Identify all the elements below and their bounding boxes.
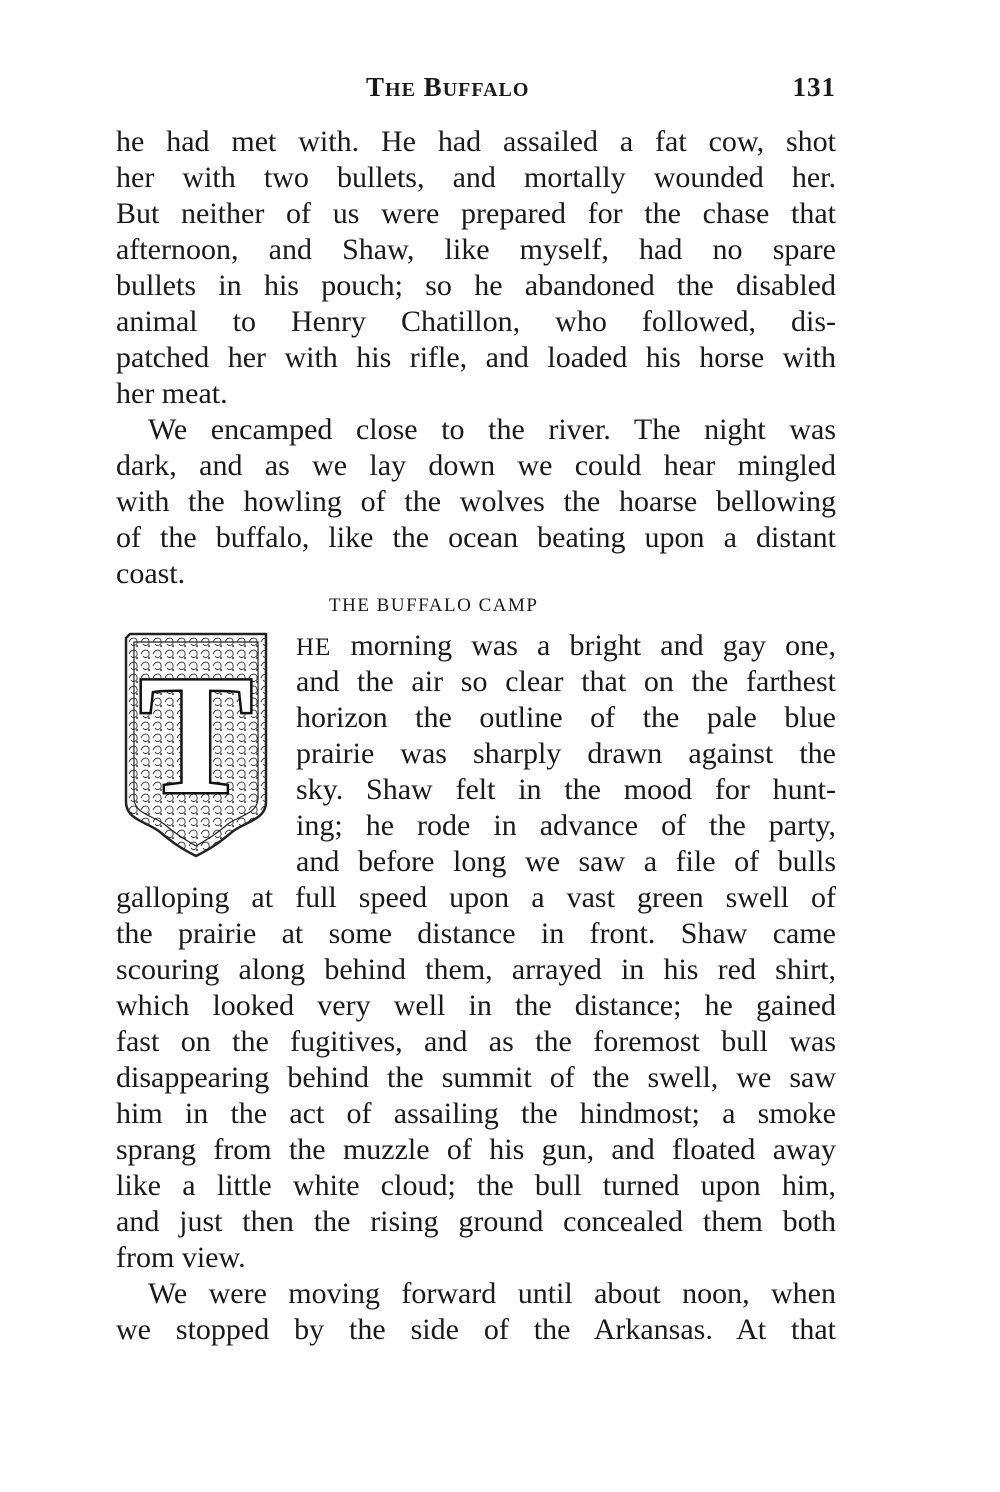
- drop-cap-ornament: [116, 624, 276, 858]
- text-line: scouring along behind them, arrayed in his red shirt,: [116, 953, 836, 986]
- running-title: [366, 72, 529, 103]
- text-line: disappearing behind the summit of the swell, we saw: [116, 1061, 836, 1094]
- text-line: sprang from the muzzle of his gun, and floated away: [116, 1133, 836, 1166]
- text-line: animal to Henry Chatillon, who followed, dis-: [116, 305, 836, 338]
- text-line: galloping at full speed upon a vast green swell of: [116, 881, 836, 914]
- running-title-uffalo: UFFALO: [442, 79, 530, 101]
- text-line: prairie was sharply drawn against the: [296, 737, 836, 770]
- text-line: him in the act of assailing the hindmost; a smoke: [116, 1097, 836, 1130]
- text-line: and before long we saw a file of bulls: [296, 845, 836, 878]
- text-line: from view.: [116, 1241, 246, 1274]
- text-line: We were moving forward until about noon, when: [148, 1277, 836, 1310]
- text-line: the prairie at some distance in front. Shaw came: [116, 917, 836, 950]
- text-line: coast.: [116, 557, 186, 590]
- text-line: he had met with. He had assailed a fat cow, shot: [116, 125, 836, 158]
- text-line: like a little white cloud; the bull turned upon him,: [116, 1169, 836, 1202]
- running-title-initial-b: B: [423, 72, 443, 102]
- drop-cap-letter: T: [139, 641, 253, 829]
- text-line: ing; he rode in advance of the party,: [296, 809, 836, 842]
- text-line: afternoon, and Shaw, like myself, had no spare: [116, 233, 836, 266]
- running-title-initial-t: T: [366, 72, 386, 102]
- text-line: We encamped close to the river. The night was: [148, 413, 836, 446]
- text-line: fast on the fugitives, and as the foremost bull was: [116, 1025, 836, 1058]
- text-line: her with two bullets, and mortally wounded her.: [116, 161, 836, 194]
- text-line: of the buffalo, like the ocean beating upon a distant: [116, 521, 836, 554]
- text-line: sky. Shaw felt in the mood for hunt-: [296, 773, 836, 806]
- text-line: her meat.: [116, 377, 228, 410]
- text-line: we stopped by the side of the Arkansas. At that: [116, 1313, 836, 1346]
- drop-cap-continuation: HE: [296, 634, 332, 661]
- first-line-rest: morning was a bright and gay one,: [331, 629, 836, 662]
- text-line: and the air so clear that on the farthest: [296, 665, 836, 698]
- section-title: THE BUFFALO CAMP: [329, 595, 539, 616]
- text-line: [296, 628, 836, 664]
- running-title-he: HE: [385, 79, 416, 101]
- text-line: and just then the rising ground concealed them both: [116, 1205, 836, 1238]
- text-line: with the howling of the wolves the hoarse bellowing: [116, 485, 836, 518]
- page-number: 131: [792, 72, 836, 102]
- text-line: patched her with his rifle, and loaded his horse with: [116, 341, 836, 374]
- text-line: bullets in his pouch; so he abandoned the disabled: [116, 269, 836, 302]
- text-line: horizon the outline of the pale blue: [296, 701, 836, 734]
- page-header: [116, 66, 836, 110]
- text-line: dark, and as we lay down we could hear mingled: [116, 449, 836, 482]
- text-line: which looked very well in the distance; he gained: [116, 989, 836, 1022]
- text-line: But neither of us were prepared for the chase that: [116, 197, 836, 230]
